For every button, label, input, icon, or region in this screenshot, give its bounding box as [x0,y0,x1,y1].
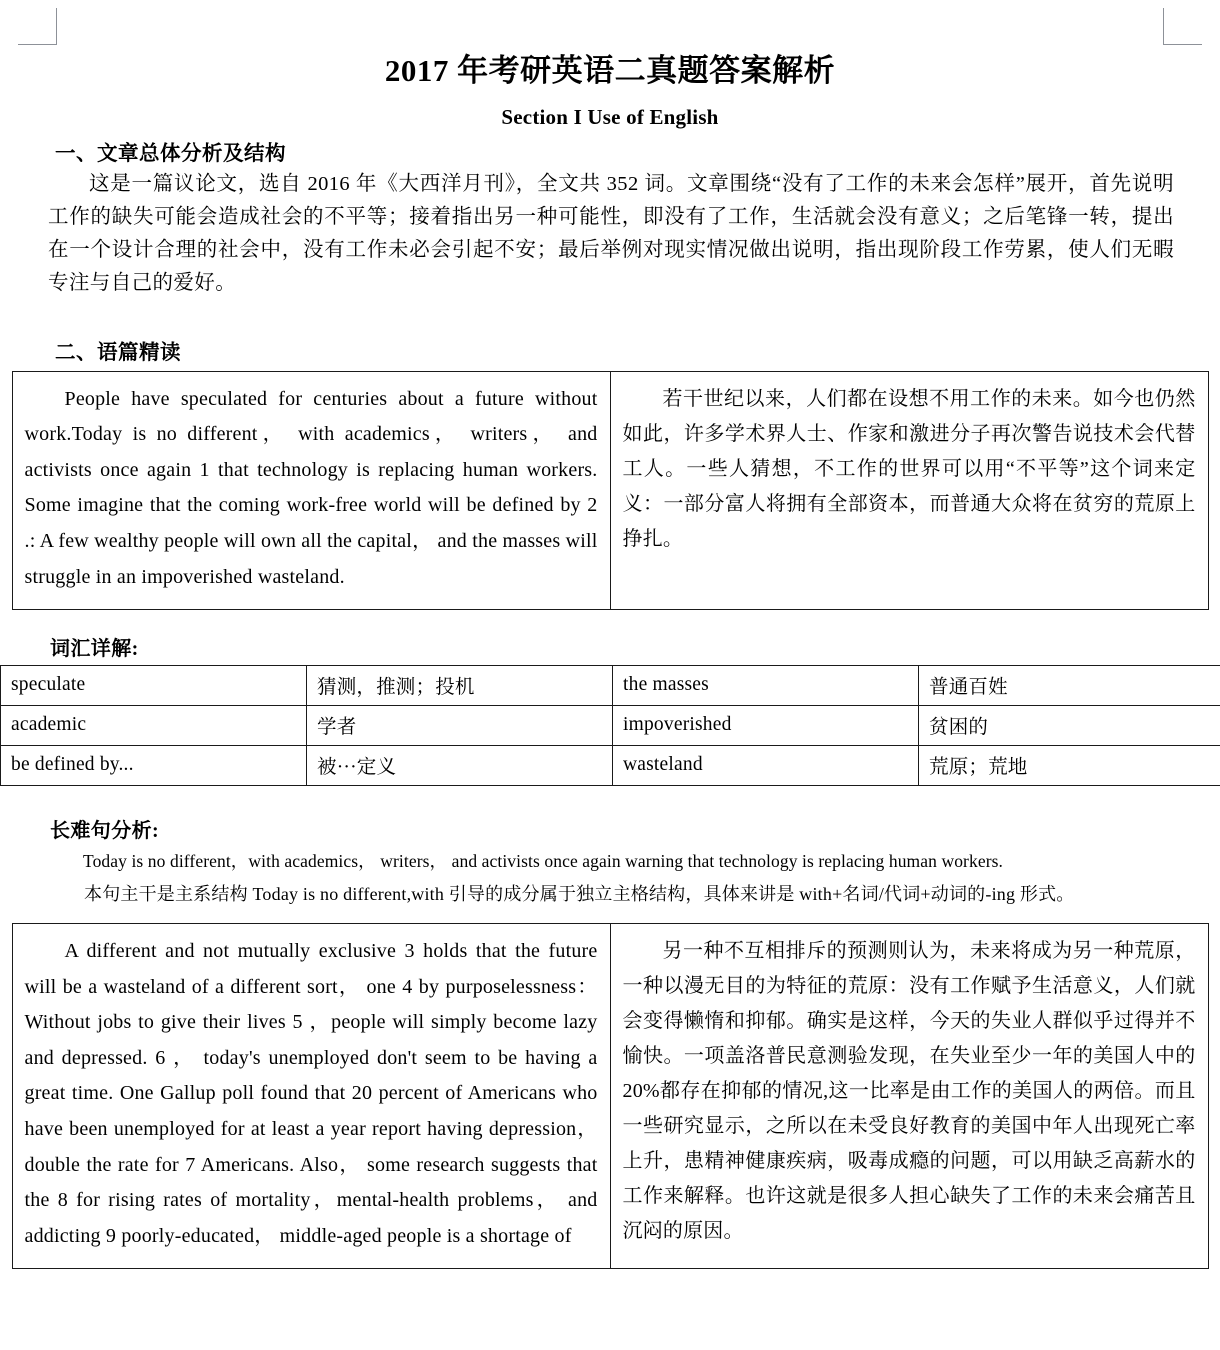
vocab-definition: 猜测，推测；投机 [307,666,613,706]
vocab-term: impoverished [613,706,919,746]
passage-1-english-text: People have speculated for centuries about a future without work.Today is no different， with academics， writers， and activists once again 1 that technology is replacing human workers. Some imagine that the coming work-free world will be defined by 2 .: A few wealthy people will own all the capital， and the masses will struggle in an impoverished wasteland. [24,387,598,588]
table-row [1,706,1220,746]
vocab-term: be defined by... [1,746,307,786]
long-sentence-explanation: 本句主干是主系结构 Today is no different,with 引导的成分属于独立主格结构，具体来讲是 with+名词/代词+动词的-ing 形式。 [84,883,1075,904]
section-one-heading: 一、文章总体分析及结构 [55,142,286,165]
passage-2-english-text: A different and not mutually exclusive 3 holds that the future will be a wasteland of a different sort， one 4 by purposelessness： Without jobs to give their lives 5 ，people will simply become lazy and depressed. 6 ， today's unemployed don't seem to be having a great time. One Gallup poll found that 20 percent of Americans who have been unemployed for at least a year report having depression， double the rate for 7 Americans. Also， some research suggests that the 8 for rising rates of mortality，mental-health problems， and addicting 9 poorly-educated， middle-aged people is a shortage of [24,940,598,1247]
page-subtitle: Section I Use of English [501,104,719,129]
long-sentence-text: Today is no different，with academics， writers， and activists once again warning that technology is replacing human workers. [83,851,1004,872]
vocabulary-heading: 词汇详解: [50,638,139,661]
vocab-term: the masses [613,666,919,706]
table-row [12,371,1208,610]
section-two-heading: 二、语篇精读 [55,341,181,364]
vocab-term: speculate [1,666,307,706]
table-row [1,746,1220,786]
vocabulary-table [0,665,1220,786]
page-title: 2017 年考研英语二真题答案解析 [384,53,836,88]
passage-table-1 [12,371,1209,611]
passage-1-english-cell [12,371,610,610]
section-one-paragraph: 这是一篇议论文，选自 2016 年《大西洋月刊》，全文共 352 词。文章围绕“没有了工作的未来会怎样”展开，首先说明工作的缺失可能会造成社会的不平等；接着指出另一种可能性，即没有了工作，生活就会没有意义；之后笔锋一转，提出在一个设计合理的社会中，没有工作未必会引起不安；最后举例对现实情况做出说明，指出现阶段工作劳累，使人们无暇专注与自己的爱好。 [48,172,1174,295]
vocab-term: wasteland [613,746,919,786]
passage-2-english-cell [12,924,610,1269]
table-row [12,924,1208,1269]
vocab-term: academic [1,706,307,746]
vocab-definition: 荒原；荒地 [919,746,1220,786]
vocab-definition: 普通百姓 [919,666,1220,706]
vocab-definition: 被···定义 [307,746,613,786]
long-sentence-heading: 长难句分析: [50,820,160,843]
passage-table-2 [12,923,1209,1269]
vocab-definition: 贫困的 [919,706,1220,746]
passage-1-chinese-cell [610,371,1208,610]
vocab-definition: 学者 [307,706,613,746]
table-row [1,666,1220,706]
passage-2-chinese-text: 另一种不互相排斥的预测则认为，未来将成为另一种荒原，一种以漫无目的为特征的荒原：没有工作赋予生活意义，人们就会变得懒惰和抑郁。确实是这样，今天的失业人群似乎过得并不愉快。一项盖洛普民意测验发现，在失业至少一年的美国人中的 20%都存在抑郁的情况,这一比率是由工作的美国人的两倍。而且一些研究显示，之所以在未受良好教育的美国中年人出现死亡率上升，患精神健康疾病，吸毒成瘾的问题，可以用缺乏高薪水的工作来解释。也许这就是很多人担心缺失了工作的未来会痛苦且沉闷的原因。 [622,940,1196,1243]
passage-1-chinese-text: 若干世纪以来，人们都在设想不用工作的未来。如今也仍然如此，许多学术界人士、作家和激进分子再次警告说技术会代替工人。一些人猜想，不工作的世界可以用“不平等”这个词来定义：一部分富人将拥有全部资本，而普通大众将在贫穷的荒原上挣扎。 [622,387,1196,550]
passage-2-chinese-cell [610,924,1208,1269]
